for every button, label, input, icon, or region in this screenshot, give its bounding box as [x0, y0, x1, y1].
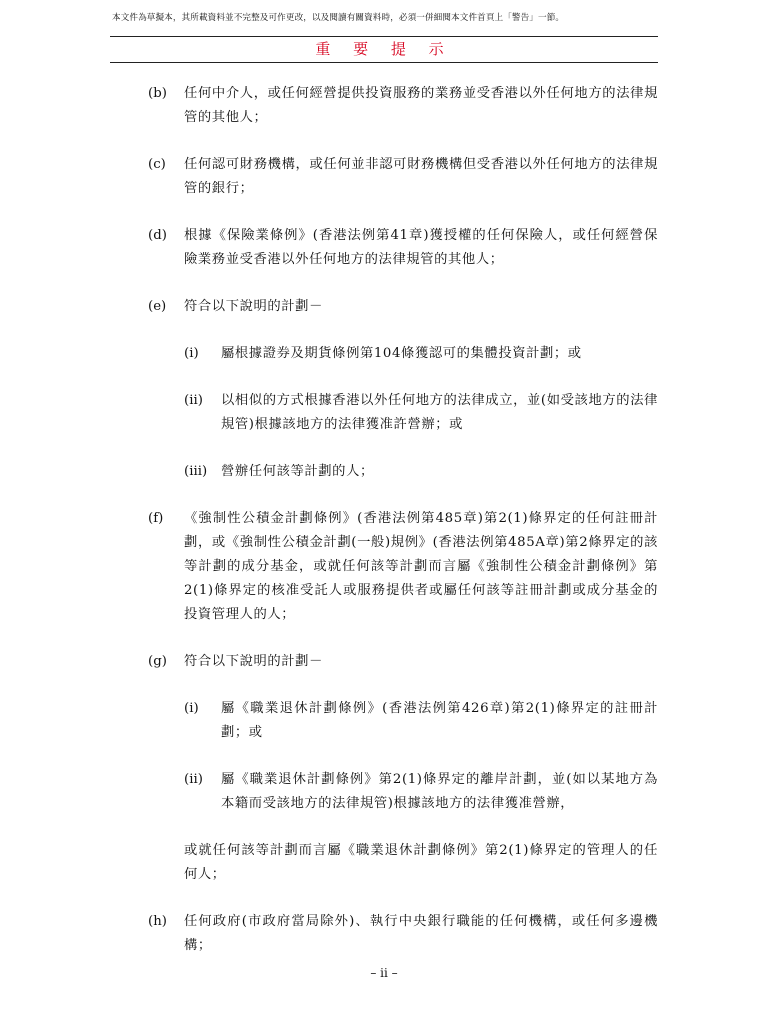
clause-label: (d) — [148, 228, 167, 243]
subclause-text: 以相似的方式根據香港以外任何地方的法律成立，並(如受該地方的法律規管)根據該地方的法律獲准許營辦；或 — [221, 393, 658, 432]
document-body — [148, 82, 658, 981]
clause-h — [148, 910, 658, 958]
clause-text: 任何中介人，或任何經營提供投資服務的業務並受香港以外任何地方的法律規管的其他人； — [184, 86, 658, 125]
clause-g-i — [184, 697, 658, 745]
clause-e-ii — [184, 389, 658, 437]
subclause-label: (ii) — [184, 393, 203, 408]
clause-label: (b) — [148, 86, 167, 101]
subclause-label: (iii) — [184, 464, 208, 479]
subclause-label: (ii) — [184, 772, 203, 787]
clause-d — [148, 224, 658, 272]
subclause-text: 營辦任何該等計劃的人； — [221, 464, 374, 479]
clause-e — [148, 295, 658, 319]
clause-label: (f) — [148, 511, 164, 526]
clause-b — [148, 82, 658, 130]
clause-text: 符合以下說明的計劃－ — [184, 299, 323, 314]
subclause-text: 屬《職業退休計劃條例》第2(1)條界定的離岸計劃，並(如以某地方為本籍而受該地方的法律規管)根據該地方的法律獲准營辦， — [221, 772, 658, 811]
clause-text: 根據《保險業條例》(香港法例第41章)獲授權的任何保險人，或任何經營保險業務並受香港以外任何地方的法律規管的其他人； — [184, 228, 658, 267]
clause-g-continuation: 或就任何該等計劃而言屬《職業退休計劃條例》第2(1)條界定的管理人的任何人； — [184, 843, 658, 882]
page-number: – ii – — [370, 966, 398, 980]
clause-text: 任何認可財務機構，或任何並非認可財務機構但受香港以外任何地方的法律規管的銀行； — [184, 157, 658, 196]
clause-e-iii — [184, 460, 658, 484]
clause-c — [148, 153, 658, 201]
subclause-text: 屬根據證券及期貨條例第104條獲認可的集體投資計劃；或 — [221, 346, 582, 361]
subclause-label: (i) — [184, 701, 199, 716]
clause-text: 任何政府(市政府當局除外)、執行中央銀行職能的任何機構，或任何多邊機構； — [184, 914, 658, 953]
clause-label: (h) — [148, 914, 167, 929]
header-rule-top — [110, 36, 658, 37]
subclause-text: 屬《職業退休計劃條例》(香港法例第426章)第2(1)條界定的註冊計劃；或 — [221, 701, 658, 740]
clause-e-i — [184, 342, 658, 366]
clause-f — [148, 507, 658, 627]
clause-g — [148, 650, 658, 674]
header-rule-bottom — [110, 62, 658, 63]
subclause-label: (i) — [184, 346, 199, 361]
clause-label: (c) — [148, 157, 166, 172]
page-title: 重 要 提 示 — [315, 40, 453, 58]
clause-g-ii — [184, 768, 658, 816]
draft-disclaimer: 本文件為草擬本，其所載資料並不完整及可作更改，以及閱讀有關資料時，必須一併細閱本文件首頁上「警告」一節。 — [112, 13, 565, 23]
clause-label: (e) — [148, 299, 167, 314]
clause-text: 《強制性公積金計劃條例》(香港法例第485章)第2(1)條界定的任何註冊計劃，或《強制性公積金計劃(一般)規例》(香港法例第485A章)第2條界定的該等計劃的成分基金，或就任何該等計劃而言屬《強制性公積金計劃條例》第2(1)條界定的核准受託人或服務提供者或屬任何該等註冊計劃或成分基金的投資管理人的人； — [184, 511, 658, 622]
clause-text: 符合以下說明的計劃－ — [184, 654, 323, 669]
clause-label: (g) — [148, 654, 167, 669]
